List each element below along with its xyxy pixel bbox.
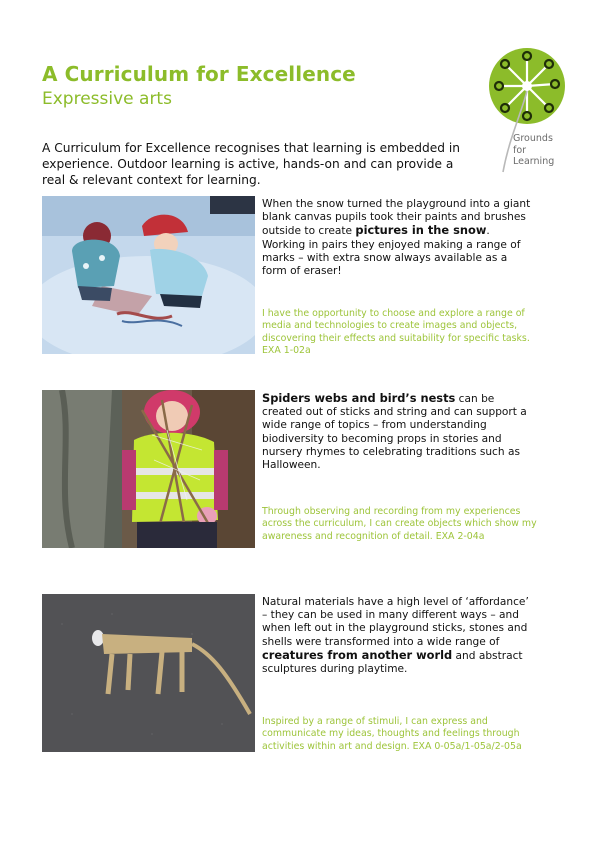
grounds-for-learning-logo — [477, 44, 565, 174]
spider-web-photo — [42, 390, 255, 548]
logo-line-3: Learning — [513, 156, 555, 167]
spider-section-text — [262, 392, 534, 472]
creature-section-text — [262, 596, 534, 676]
snow-text-rest: . Working in pairs they enjoyed making a range of marks – with extra snow always available as a form of eraser! — [262, 225, 521, 278]
snow-highlight: pictures in the snow — [355, 223, 487, 238]
snow-section-text — [262, 198, 534, 278]
logo-line-2: for — [513, 144, 527, 156]
snow-experience-outcome: I have the opportunity to choose and explore a range of media and technologies to create images and objects, discovering their effects and suitability for specific tasks. EXA 1-02a — [262, 308, 530, 356]
creature-sculpture-photo — [42, 594, 255, 752]
creature-experience-outcome: Inspired by a range of stimuli, I can express and communicate my ideas, thoughts and feelings through activities within art and design. EXA 0-05a/1-05a/2-05a — [262, 716, 522, 752]
creature-highlight: creatures from another world — [262, 647, 453, 662]
spider-experience-outcome: Through observing and recording from my experiences across the curriculum, I can create objects which show my awareness and recognition of detail. EXA 2-04a — [262, 506, 537, 542]
creature-text-intro: Natural materials have a high level of ‘affordance’ – they can be used in many different ways – and when left out in the playground sticks, stones and shells were transformed into a wide range of — [262, 596, 529, 648]
spider-text-rest: can be created out of sticks and string and can support a wide range of topics – from understanding biodiversity to becoming props in stories and nursery rhymes to celebrating traditions such as Halloween. — [262, 393, 527, 472]
intro-paragraph: A Curriculum for Excellence recognises that learning is embedded in experience. Outdoor learning is active, hands-on and can provide a real & relevant context for learning. — [42, 141, 460, 187]
snow-text-intro: When the snow turned the playground into a giant blank canvas pupils took their paints and brushes outside to create — [262, 198, 531, 238]
page-subtitle: Expressive arts — [42, 89, 172, 109]
spider-highlight: Spiders webs and bird’s nests — [262, 391, 456, 405]
snow-painting-photo — [42, 196, 255, 354]
logo-line-1: Grounds — [513, 133, 553, 144]
page-title: A Curriculum for Excellence — [42, 62, 356, 86]
logo-wordmark — [513, 133, 554, 168]
creature-text-rest: and abstract sculptures during playtime. — [262, 649, 523, 676]
